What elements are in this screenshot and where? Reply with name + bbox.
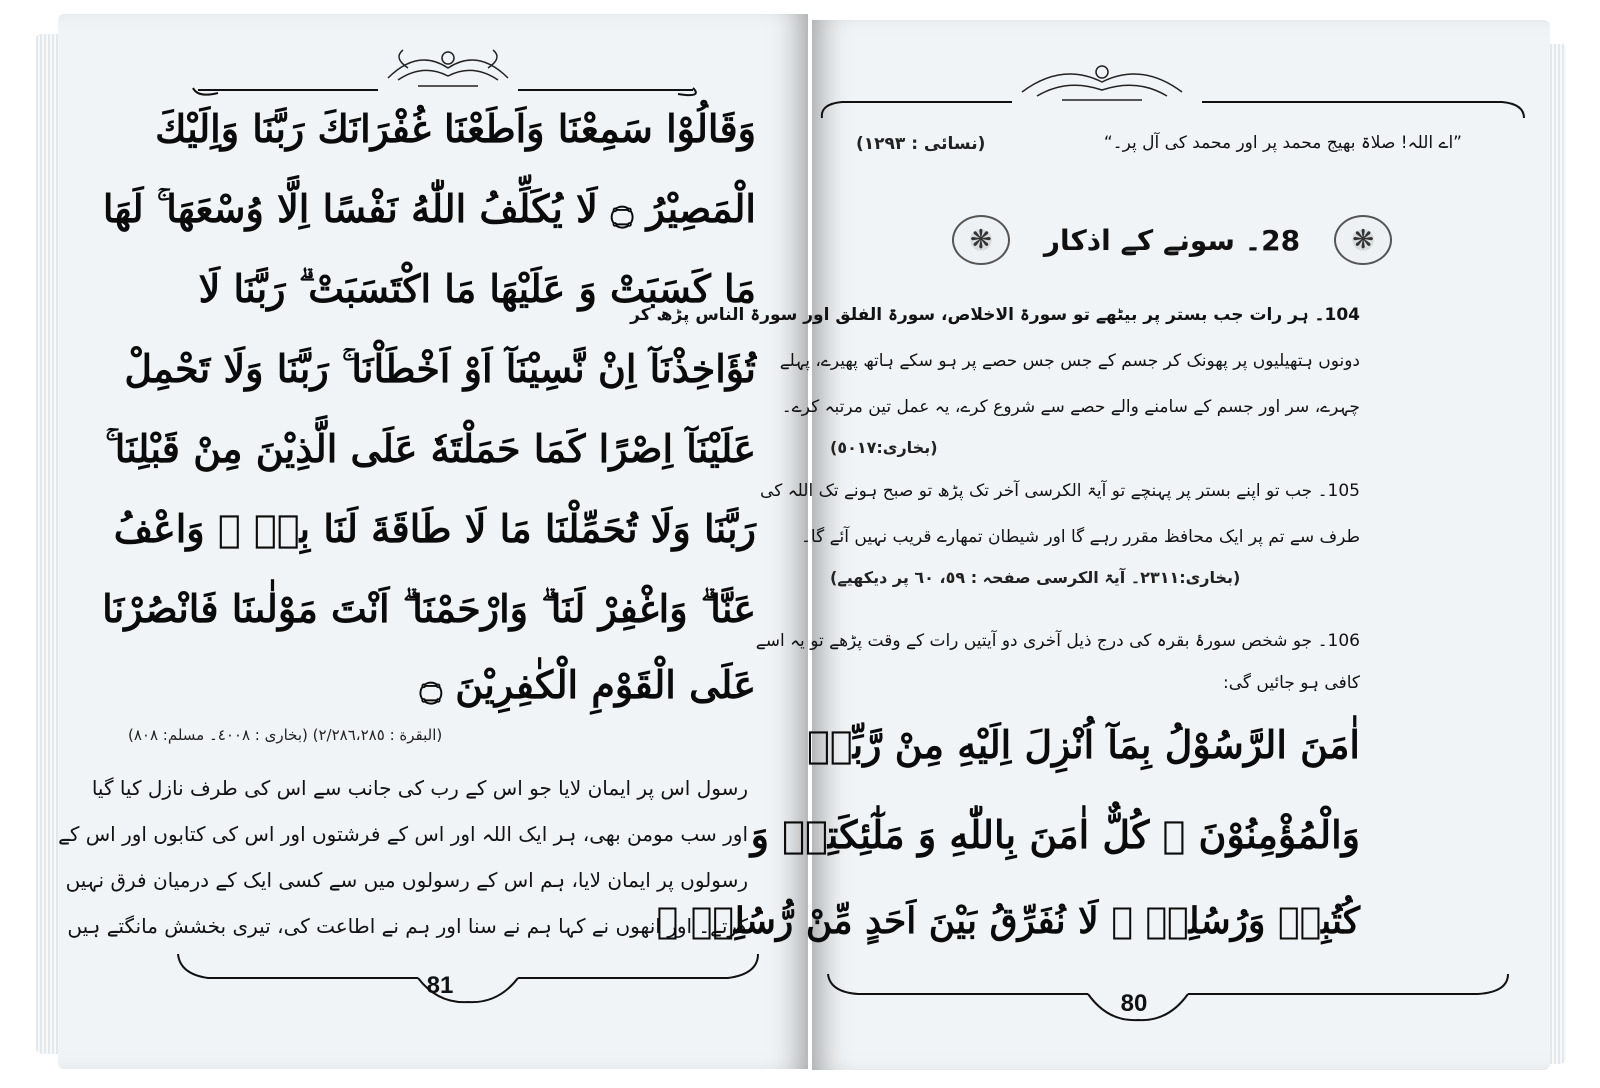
page-number-81: 81 xyxy=(426,972,454,999)
top-reference: (نسائی : ١٢٩٣) xyxy=(856,134,986,154)
heading-rosette-right-icon: ❋ xyxy=(1334,215,1392,265)
item-106-line-2: کافی ہو جائیں گی: xyxy=(1222,673,1360,693)
item-105-line-2: طرف سے تم پر ایک محافظ مقرر رہے گا اور شیطان تمھارے قریب نہیں آئے گا۔ xyxy=(800,527,1360,547)
section-heading xyxy=(912,200,1432,280)
top-quote: ”اے اللہ! صلاۃ بھیج محمد پر اور محمد کی آل پر۔“ xyxy=(1103,133,1462,153)
page-number-80: 80 xyxy=(1120,990,1148,1017)
quran-line-2: الْمَصِيْرُ ۝ لَا يُكَلِّفُ اللّٰهُ نَفْسًا اِلَّا وُسْعَهَا ۚ لَهَا xyxy=(102,186,756,231)
translation-line-2: اور سب مومن بھی، ہر ایک اللہ اور اس کے فرشتوں اور اس کی کتابوں اور اس کے xyxy=(58,822,748,846)
left-reference: (البقرة : ٢/٢٨٦،٢٨٥) (بخاری : ٤٠٠٨۔ مسلم: ٨٠٨) xyxy=(128,726,443,744)
right-quran-line-3: كُتُبِهٖ وَرُسُلِهٖ ۣ لَا نُفَرِّقُ بَيْنَ اَحَدٍ مِّنْ رُّسُلِهٖ ۣ xyxy=(656,900,1360,942)
heading-rosette-left-icon: ❋ xyxy=(952,215,1010,265)
quran-line-3: مَا كَسَبَتْ وَ عَلَيْهَا مَا اكْتَسَبَتْ ۗ رَبَّنَا لَا xyxy=(198,266,756,311)
heading-title: 28۔ سونے کے اذکار xyxy=(1043,223,1301,257)
quran-line-6: رَبَّنَا وَلَا تُحَمِّلْنَا مَا لَا طَاقَةَ لَنَا بِهٖ ۚ وَاعْفُ xyxy=(113,506,756,551)
item-104-reference: (بخاری:٥٠١٧) xyxy=(830,438,938,457)
item-106-line-1: 106۔ جو شخص سورۂ بقرہ کی درج ذیل آخری دو آیتیں رات کے وقت پڑھے تو یہ اسے xyxy=(755,631,1360,651)
item-104-line-3: چہرے، سر اور جسم کے سامنے والے حصے سے شروع کرے، یہ عمل تین مرتبہ کرے۔ xyxy=(781,397,1360,417)
item-105-line-1: 105۔ جب تو اپنے بستر پر پہنچے تو آیۃ الکرسی آخر تک پڑھ تو صبح ہونے تک اللہ کی xyxy=(760,481,1360,501)
top-ornament-left xyxy=(188,38,708,98)
quran-line-5: عَلَيْنَآ اِصْرًا كَمَا حَمَلْتَهٗ عَلَى الَّذِيْنَ مِنْ قَبْلِنَا ۚ xyxy=(105,426,756,471)
right-quran-line-2: وَالْمُؤْمِنُوْنَ ۗ كُلٌّ اٰمَنَ بِاللّٰهِ وَ مَلٰٓئِكَتِهٖ وَ xyxy=(750,812,1360,857)
item-104-line-1: 104۔ ہر رات جب بستر پر بیٹھے تو سورۃ الاخلاص، سورۃ الفلق اور سورۃ الناس پڑھ کر xyxy=(630,305,1360,325)
quran-line-4: تُؤَاخِذْنَآ اِنْ نَّسِيْنَآ اَوْ اَخْطَاْنَا ۚ رَبَّنَا وَلَا تَحْمِلْ xyxy=(124,346,756,391)
translation-line-1: رسول اس پر ایمان لایا جو اس کے رب کی جانب سے اس کی طرف نازل کیا گیا xyxy=(91,776,748,800)
bottom-frame-right xyxy=(818,960,1518,1030)
top-ornament-right xyxy=(812,56,1532,116)
translation-line-4: کرتے۔ اور انھوں نے کہا ہم نے سنا اور ہم نے اطاعت کی، تیری بخشش مانگتے ہیں xyxy=(67,914,748,938)
item-104-line-2: دونوں ہتھیلیوں پر پھونک کر جسم کے جس جس حصے پر ہو سکے ہاتھ پھیرے، پہلے xyxy=(779,351,1360,371)
quran-line-1: وَقَالُوْا سَمِعْنَا وَاَطَعْنَا غُفْرَانَكَ رَبَّنَا وَاِلَيْكَ xyxy=(155,106,756,151)
right-page xyxy=(630,20,1550,1070)
quran-line-8: عَلَى الْقَوْمِ الْكٰفِرِيْنَ ۝ xyxy=(419,662,756,707)
item-105-reference: (بخاری:٢٣١١۔ آیۃ الکرسی صفحہ : ٥٩، ٦٠ پر دیکھیے) xyxy=(830,568,1241,587)
translation-line-3: رسولوں پر ایمان لایا، ہم اس کے رسولوں میں سے کسی ایک کے درمیان فرق نہیں xyxy=(65,868,748,892)
right-quran-line-1: اٰمَنَ الرَّسُوْلُ بِمَآ اُنْزِلَ اِلَيْهِ مِنْ رَّبِّهٖ xyxy=(806,722,1360,767)
quran-line-7: عَنَّا ۗ وَاغْفِرْ لَنَا ۗ وَارْحَمْنَا ۗ اَنْتَ مَوْلٰىنَا فَانْصُرْنَا xyxy=(102,586,756,631)
